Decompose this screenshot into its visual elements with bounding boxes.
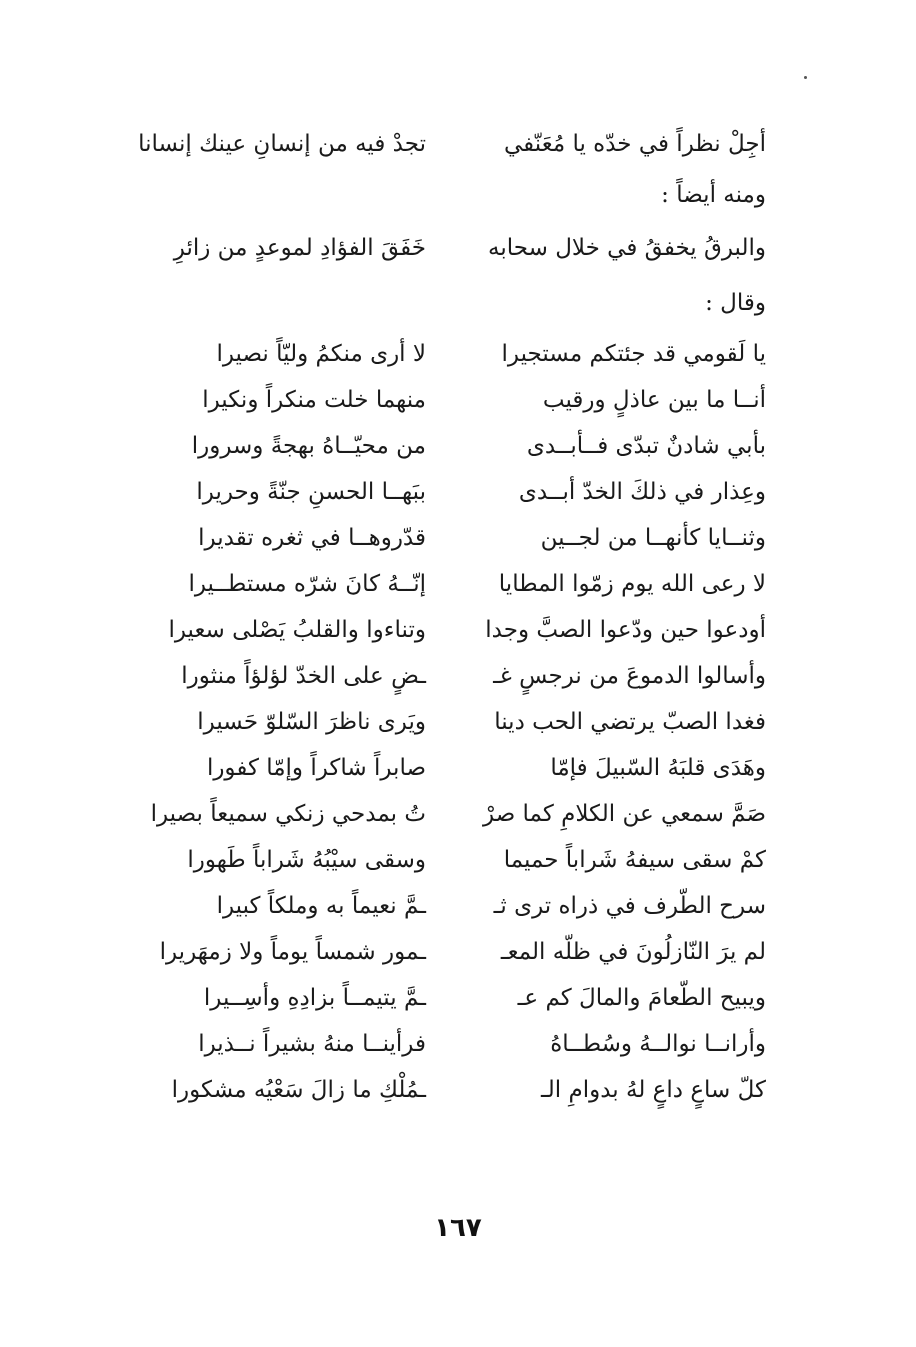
verse-second-hemistich: إنّــهُ كانَ شرّه مستطــيرا — [188, 571, 426, 597]
verse-first-hemistich: يا لَقومي قد جئتكم مستجيرا — [501, 341, 766, 367]
verse-line — [0, 343, 916, 383]
verse-first-hemistich: وعِذار في ذلكَ الخدّ أبــدى — [518, 479, 766, 505]
verse-second-hemistich: ـضٍ على الخدّ لؤلؤاً منثورا — [181, 663, 426, 689]
verse-line — [0, 665, 916, 705]
verse-first-hemistich: سرح الطّرف في ذراه ترى ثـ — [493, 893, 766, 919]
verse-first-hemistich: والبرقُ يخفقُ في خلال سحابه — [488, 235, 766, 261]
section-note: ومنه أيضاً : — [661, 182, 766, 208]
verse-line — [0, 435, 916, 475]
verse-line — [0, 527, 916, 567]
verse-first-hemistich: لا رعى الله يوم زمّوا المطايا — [498, 571, 766, 597]
verse-first-hemistich: أنــا ما بين عاذلٍ ورقيب — [542, 387, 766, 413]
verse-second-hemistich: ـمَّ نعيماً به وملكاً كبيرا — [216, 893, 426, 919]
verse-line — [0, 803, 916, 843]
verse-line — [0, 757, 916, 797]
page-number: ١٦٧ — [434, 1213, 482, 1243]
verse-first-hemistich: كمْ سقى سيفهُ شَراباً حميما — [503, 847, 766, 873]
verse-second-hemistich: منهما خلت منكراً ونكيرا — [202, 387, 426, 413]
verse-line — [0, 573, 916, 613]
verse-first-hemistich: وهَدَى قلبَهُ السّبيلَ فإمّا — [550, 755, 766, 781]
verse-line — [0, 481, 916, 521]
verse-first-hemistich: صَمَّ سمعي عن الكلامِ كما صرْ — [483, 801, 766, 827]
verse-second-hemistich: ويَرى ناظرَ السّلوّ حَسيرا — [197, 709, 426, 735]
verse-line — [0, 619, 916, 659]
verse-second-hemistich: فرأينــا منهُ بشيراً نــذيرا — [198, 1031, 426, 1057]
verse-second-hemistich: خَفَقَ الفؤادِ لموعدٍ من زائرِ — [173, 235, 426, 261]
verse-first-hemistich: لم يرَ النّازلُونَ في ظلّه المعـ — [500, 939, 766, 965]
verse-line — [0, 237, 916, 277]
verse-second-hemistich: ـمور شمساً يوماً ولا زمهَريرا — [159, 939, 426, 965]
verse-line — [0, 711, 916, 751]
verse-first-hemistich: أجِلْ نظراً في خدّه يا مُعَنّفي — [503, 131, 766, 157]
verse-line — [0, 987, 916, 1027]
verse-second-hemistich: ـمُلْكِ ما زالَ سَعْيُه مشكورا — [171, 1077, 426, 1103]
ink-speck — [804, 76, 807, 79]
verse-second-hemistich: ـمَّ يتيمــاً بزادِهِ وأسِــيرا — [203, 985, 426, 1011]
verse-first-hemistich: وثنــايا كأنهــا من لجــين — [540, 525, 766, 551]
verse-first-hemistich: وأرانــا نوالــهُ وسُطــاهُ — [550, 1031, 766, 1057]
verse-line — [0, 1033, 916, 1073]
verse-first-hemistich: وأسالوا الدموعَ من نرجسٍ غـ — [493, 663, 766, 689]
section-note: وقال : — [705, 290, 766, 316]
verse-second-hemistich: تُ بمدحي زنكي سميعاً بصيرا — [150, 801, 426, 827]
verse-line — [0, 133, 916, 173]
verse-second-hemistich: صابراً شاكراً وإمّا كفورا — [206, 755, 426, 781]
verse-second-hemistich: لا أرى منكمُ وليّاً نصيرا — [216, 341, 426, 367]
verse-second-hemistich: قدّروهــا في ثغره تقديرا — [198, 525, 426, 551]
verse-line — [0, 941, 916, 981]
verse-second-hemistich: تجدْ فيه من إنسانِ عينك إنسانا — [138, 131, 426, 157]
verse-line — [0, 895, 916, 935]
verse-line — [0, 1079, 916, 1119]
verse-line — [0, 849, 916, 889]
verse-first-hemistich: فغدا الصبّ يرتضي الحب دينا — [494, 709, 766, 735]
verse-first-hemistich: ويبيح الطّعامَ والمالَ كم عـ — [517, 985, 766, 1011]
verse-second-hemistich: وتناءوا والقلبُ يَصْلى سعيرا — [168, 617, 426, 643]
verse-second-hemistich: من محيّــاهُ بهجةً وسرورا — [191, 433, 426, 459]
verse-first-hemistich: كلّ ساعٍ داعٍ لهُ بدوامِ الـ — [541, 1077, 766, 1103]
verse-second-hemistich: وسقى سيْبُهُ شَراباً طَهورا — [187, 847, 426, 873]
verse-first-hemistich: أودعوا حين ودّعوا الصبَّ وجدا — [485, 617, 766, 643]
verse-second-hemistich: ببَهــا الحسنِ جنّةً وحريرا — [196, 479, 426, 505]
verse-first-hemistich: بأبي شادنٌ تبدّى فــأبــدى — [526, 433, 766, 459]
verse-line — [0, 389, 916, 429]
